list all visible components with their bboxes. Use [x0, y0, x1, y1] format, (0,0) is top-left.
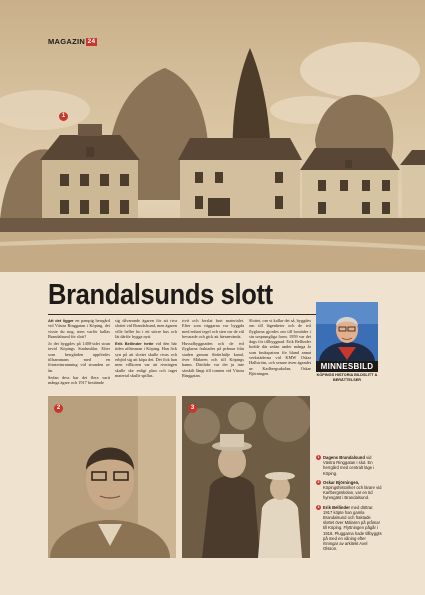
photo-oskar [48, 396, 176, 558]
bellinder-photo [182, 396, 310, 558]
photo-badge-3: 3 [188, 404, 197, 413]
caption-text: vid Västra Ringgatan i slut. En herrgård med centralt läge i Köping. [323, 455, 375, 476]
paragraph-text: en pampig herrgård vid Västra Ringgatan i Köping, det visste du nog, men varför kallas Brandalsund för slott? [48, 318, 110, 339]
paragraph: Jo det byggdes på 1400-talet stran invid Köpings Stadsmålar. Efter som herrgården uppfördes tillsammans med en fönsterinramning vid stranden av ån. [48, 341, 110, 373]
caption-text: med döttrar. 1917 köpte han gamla Brandalsund och fraktade slottet över Mälaren på pråmar till Köping. Flyttningen pågår i 1918. Pluggarna hade tillbyggts på med en våning efter ritningar av arkitekt Axel Olsson. [323, 504, 382, 552]
text-column-2 [115, 318, 177, 388]
caption-item [316, 455, 382, 476]
text-column-4 [249, 318, 311, 388]
caption-lead: Dagens Brandalsund [323, 455, 365, 460]
caption-item [316, 505, 382, 552]
photo-badge-1: 1 [59, 112, 68, 121]
memory-title: MINNESBILD [316, 361, 378, 372]
magazine-logo [48, 37, 97, 46]
caption-lead: Oskar Björningen, [323, 479, 360, 485]
text-column-3 [182, 318, 244, 388]
paragraph: rivit och forslat bort materialet. Efter som väggarna var byggda med enbart tegel och sten var de väl bevarade och gick att återanvända. [182, 318, 244, 339]
paragraph-text: vid den här tiden affärsman i Köping. Han fick syn på att slottet skulle rivas och erbjöd sig att köpa det. Det fick han men villkoren var att rivningen skulle ske enligt plan och inget material skulle spillas. [115, 341, 177, 378]
caption-number: 3 [317, 504, 320, 509]
oskar-photo [48, 396, 176, 558]
caption-lead: Erik Bellinder [323, 504, 350, 510]
magazine-number: 24 [87, 37, 96, 45]
text-column-1 [48, 318, 110, 388]
memory-subtitle: KÖPINGS HISTORIA BILDSLITT & BERÄTTELSER [316, 373, 378, 382]
paragraph: Sedan dess har det flera varit många ägare och 1917 bestämde [48, 374, 110, 386]
paragraph [115, 341, 177, 378]
paragraph: sig dåvarande ägaren för att riva slottet vid Brandalsund, men ägaren ville hellre bo i ett större hus och lät därför bygga nytt. [115, 318, 177, 339]
lead-in: Att det ligger [48, 318, 74, 323]
paragraph: Slottet, om vi kallar det så, byggdes om till lägenheter och de två flyglarna gjordes om till bostäder i sin ursprungliga form. 1959 var det dags för tillbyggnad. Erik Bellinder bodde där sedan under många år som brukspatron för bland annat verkstäderna vid KMW Oskar Hallström, och senare även ägandet av Kadbergsakolan, Oskar Björningen. [249, 318, 311, 376]
paragraph: Huvudbyggnaden och de två flyglarna fraktades på pråmar från staden genom Söderhälje kanal, över Mälaren och till Köpings hamn. Därifrån var det ju inte särskilt långt till tomten vid Västra Ringgatan. [182, 341, 244, 378]
author-photo [316, 302, 378, 362]
photo-bellinder [182, 396, 310, 558]
page-title: Brandalsunds slott [48, 279, 273, 311]
magazine-label: MAGAZIN [48, 37, 86, 46]
caption-text: Köpingshistoriker och lärare vid Karlbergsskolan, var en tid hyresgäst i Brandalsund. [323, 485, 382, 501]
caption-item [316, 480, 382, 501]
paragraph [48, 318, 110, 339]
photo-captions [316, 455, 382, 555]
caption-number: 2 [317, 479, 320, 484]
photo-badge-2: 2 [54, 404, 63, 413]
caption-number: 1 [317, 455, 320, 459]
lead-in: Erik Bellinder hette [115, 341, 154, 347]
